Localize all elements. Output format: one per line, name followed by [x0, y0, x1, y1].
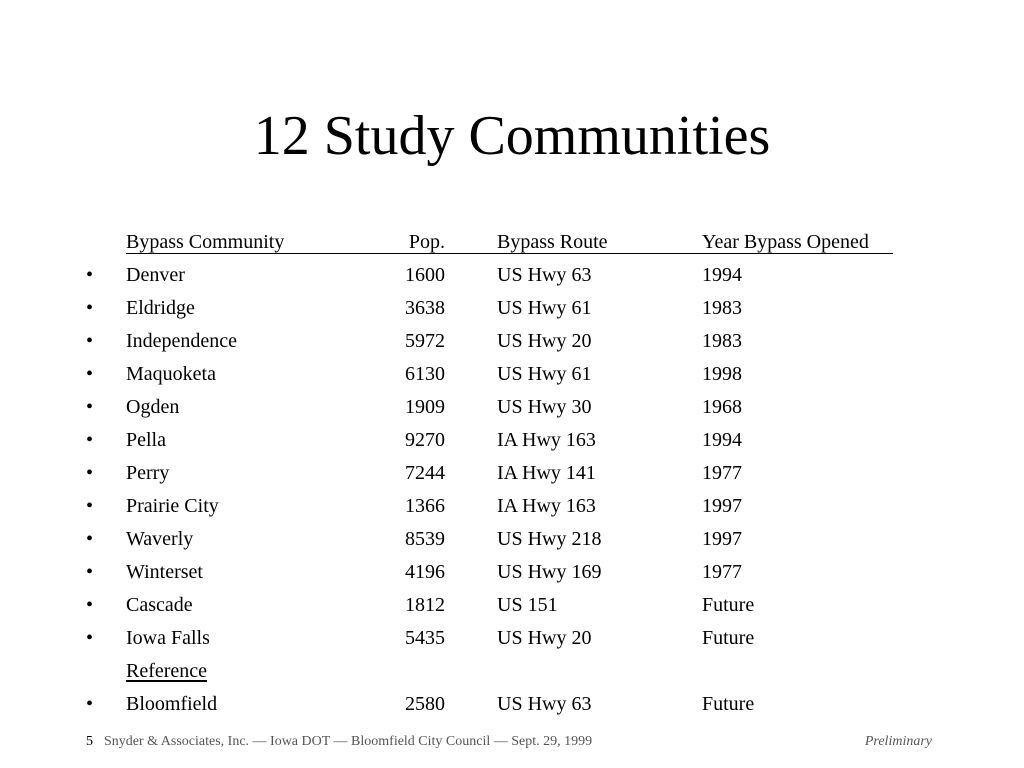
- community-name: Ogden: [126, 396, 180, 418]
- community-name: Winterset: [126, 561, 203, 583]
- bullet: •: [86, 297, 94, 319]
- community-name: Pella: [126, 429, 166, 451]
- year-opened: 1968: [702, 396, 742, 418]
- table-row: [0, 490, 1024, 523]
- bullet: •: [86, 528, 94, 550]
- year-opened: 1997: [702, 495, 742, 517]
- year-opened: Future: [702, 594, 755, 616]
- year-opened: 1983: [702, 297, 742, 319]
- communities-table: [0, 226, 1024, 721]
- bullet: •: [86, 627, 94, 649]
- year-opened: Future: [702, 693, 755, 715]
- bullet: •: [86, 594, 94, 616]
- bypass-route: US Hwy 20: [497, 330, 592, 352]
- header-year-bypass-opened: Year Bypass Opened: [702, 231, 869, 253]
- bullet: •: [86, 462, 94, 484]
- table-body: [0, 259, 1024, 655]
- community-name: Perry: [126, 462, 170, 484]
- table-row: [0, 292, 1024, 325]
- community-name: Eldridge: [126, 297, 195, 319]
- table-row: [0, 688, 1024, 721]
- population: 8539: [405, 528, 445, 550]
- table-row: [0, 358, 1024, 391]
- bypass-route: US Hwy 218: [497, 528, 602, 550]
- population: 2580: [405, 693, 445, 715]
- year-opened: 1997: [702, 528, 742, 550]
- table-row: [0, 259, 1024, 292]
- header-pop: Pop.: [408, 231, 445, 253]
- slide-footer: [0, 732, 1024, 752]
- table-row: [0, 325, 1024, 358]
- bullet: •: [86, 495, 94, 517]
- bypass-route: US Hwy 61: [497, 363, 592, 385]
- footer-status: Preliminary: [864, 734, 932, 749]
- bypass-route: IA Hwy 141: [497, 462, 596, 484]
- header-underline: [126, 253, 893, 254]
- bullet: •: [86, 363, 94, 385]
- reference-label-row: [0, 655, 1024, 688]
- bullet: •: [86, 264, 94, 286]
- table-row: [0, 424, 1024, 457]
- table-row: [0, 556, 1024, 589]
- population: 4196: [405, 561, 445, 583]
- community-name: Cascade: [126, 594, 193, 616]
- year-opened: 1994: [702, 264, 742, 286]
- year-opened: 1983: [702, 330, 742, 352]
- population: 5972: [405, 330, 445, 352]
- bypass-route: US 151: [497, 594, 558, 616]
- reference-label: Reference: [126, 660, 208, 682]
- bullet: •: [86, 330, 94, 352]
- page-number: 5: [86, 734, 93, 749]
- bullet: •: [86, 561, 94, 583]
- table-row: [0, 457, 1024, 490]
- year-opened: 1998: [702, 363, 742, 385]
- bypass-route: US Hwy 30: [497, 396, 592, 418]
- community-name: Independence: [126, 330, 238, 352]
- community-name: Prairie City: [126, 495, 219, 517]
- community-name: Waverly: [126, 528, 194, 550]
- table-row: [0, 589, 1024, 622]
- year-opened: 1977: [702, 462, 742, 484]
- community-name: Denver: [126, 264, 185, 286]
- footer-credits: Snyder & Associates, Inc. — Iowa DOT — Bloomfield City Council — Sept. 29, 1999: [104, 734, 593, 749]
- bypass-route: US Hwy 63: [497, 264, 592, 286]
- community-name: Maquoketa: [126, 363, 216, 385]
- community-name: Bloomfield: [126, 693, 218, 715]
- bullet: •: [86, 693, 94, 715]
- year-opened: 1977: [702, 561, 742, 583]
- population: 3638: [405, 297, 445, 319]
- slide-title: 12 Study Communities: [253, 105, 771, 167]
- table-row: [0, 622, 1024, 655]
- population: 1366: [405, 495, 445, 517]
- table-row: [0, 523, 1024, 556]
- bypass-route: US Hwy 63: [497, 693, 592, 715]
- community-name: Iowa Falls: [126, 627, 210, 649]
- bullet: •: [86, 396, 94, 418]
- bypass-route: IA Hwy 163: [497, 429, 596, 451]
- population: 5435: [405, 627, 445, 649]
- table-header-row: [0, 226, 1024, 259]
- population: 7244: [405, 462, 445, 484]
- population: 1812: [405, 594, 445, 616]
- population: 9270: [405, 429, 445, 451]
- bypass-route: US Hwy 61: [497, 297, 592, 319]
- reference-table-body: [0, 688, 1024, 721]
- header-bypass-community: Bypass Community: [126, 231, 285, 253]
- header-bypass-route: Bypass Route: [497, 231, 608, 253]
- bypass-route: US Hwy 20: [497, 627, 592, 649]
- population: 1909: [405, 396, 445, 418]
- population: 6130: [405, 363, 445, 385]
- bypass-route: IA Hwy 163: [497, 495, 596, 517]
- table-row: [0, 391, 1024, 424]
- year-opened: Future: [702, 627, 755, 649]
- bypass-route: US Hwy 169: [497, 561, 602, 583]
- year-opened: 1994: [702, 429, 742, 451]
- population: 1600: [405, 264, 445, 286]
- bullet: •: [86, 429, 94, 451]
